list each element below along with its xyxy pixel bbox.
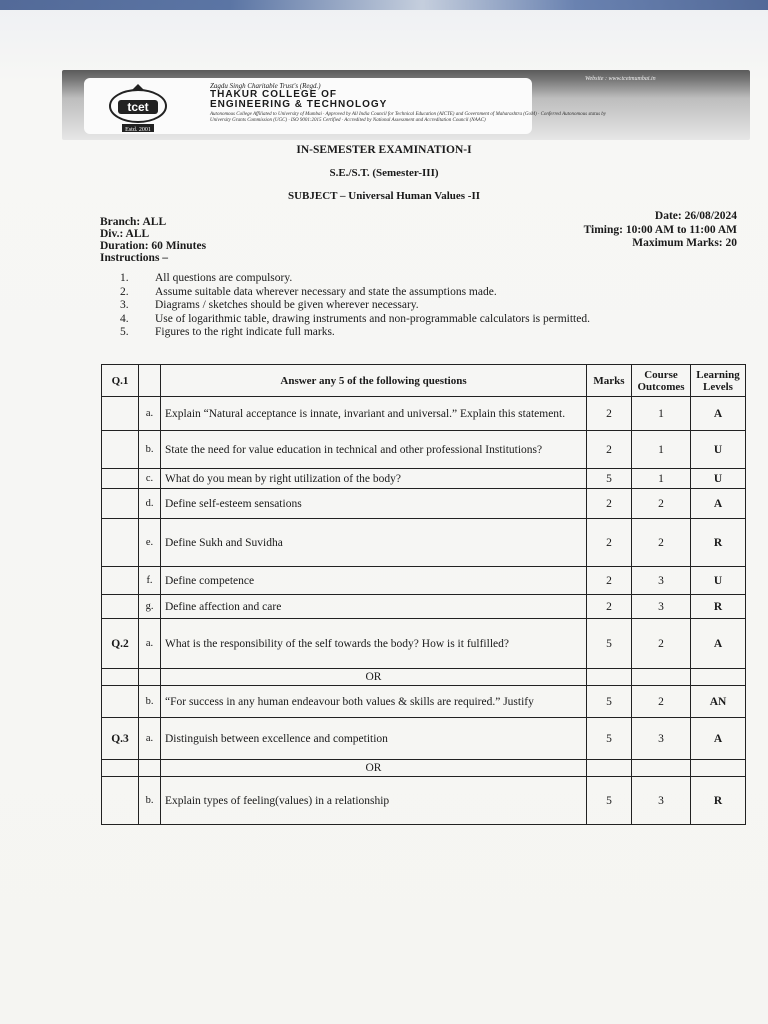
question-course-outcome: 2 [632,489,691,519]
question-sub-label: f. [139,567,161,595]
question-marks: 5 [587,777,632,825]
question-row [102,431,746,469]
question-number [102,431,139,469]
question-learning-level: U [691,567,746,595]
question-learning-level: A [691,718,746,760]
question-course-outcome: 1 [632,397,691,431]
header-learning-levels: Learning Levels [691,365,746,397]
branch: Branch: ALL [100,216,167,228]
question-learning-level: AN [691,686,746,718]
question-text: What is the responsibility of the self towards the body? How is it fulfilled? [161,619,587,669]
exam-title: IN-SEMESTER EXAMINATION-I [296,144,472,156]
instruction-number: 1. [120,272,129,284]
question-number [102,489,139,519]
question-sub-label: a. [139,718,161,760]
question-marks: 5 [587,718,632,760]
division: Div.: ALL [100,228,150,240]
question-sub-label: e. [139,519,161,567]
question-marks: 2 [587,595,632,619]
or-empty-cell [691,760,746,777]
question-row [102,519,746,567]
question-text: What do you mean by right utilization of the body? [161,469,587,489]
question-sub-label: d. [139,489,161,519]
question-sub-label: b. [139,431,161,469]
college-name-line2: ENGINEERING & TECHNOLOGY [210,99,388,110]
or-empty-cell [139,760,161,777]
instruction-number: 3. [120,299,129,311]
header-marks: Marks [587,365,632,397]
question-course-outcome: 1 [632,469,691,489]
or-row [102,760,746,777]
question-number [102,686,139,718]
question-marks: 5 [587,469,632,489]
or-label: OR [161,760,587,777]
exam-semester: S.E./S.T. (Semester-III) [329,167,439,179]
instruction-item [120,286,590,300]
instruction-number: 2. [120,285,129,298]
question-course-outcome: 3 [632,718,691,760]
instruction-item [120,272,590,286]
header-course-outcomes: Course Outcomes [632,365,691,397]
question-course-outcome: 3 [632,567,691,595]
instruction-text: Assume suitable data wherever necessary and state the assumptions made. [155,285,497,298]
question-learning-level: U [691,469,746,489]
college-name-line1: THAKUR COLLEGE OF [210,89,337,100]
question-learning-level: R [691,777,746,825]
header-question-text: Answer any 5 of the following questions [161,365,587,397]
question-number: Q.3 [102,718,139,760]
question-row [102,397,746,431]
instructions-label: Instructions – [100,252,169,264]
instruction-item [120,326,590,340]
question-course-outcome: 2 [632,619,691,669]
question-course-outcome: 3 [632,777,691,825]
question-sub-label: g. [139,595,161,619]
question-sub-label: a. [139,619,161,669]
instruction-text: All questions are compulsory. [155,272,293,284]
question-table [101,364,746,825]
question-text: Define Sukh and Suvidha [161,519,587,567]
max-marks: Maximum Marks: 20 [632,237,737,249]
question-row [102,469,746,489]
or-empty-cell [632,669,691,686]
question-text: Distinguish between excellence and competition [161,718,587,760]
or-empty-cell [587,760,632,777]
question-text: Define affection and care [161,595,587,619]
or-empty-cell [139,669,161,686]
or-empty-cell [691,669,746,686]
exam-subject: SUBJECT – Universal Human Values -II [287,190,481,202]
question-learning-level: U [691,431,746,469]
question-text: Define self-esteem sensations [161,489,587,519]
question-learning-level: R [691,595,746,619]
question-row [102,777,746,825]
question-row [102,686,746,718]
question-sub-label: c. [139,469,161,489]
background-edge [0,0,768,10]
question-marks: 2 [587,431,632,469]
exam-timing: Timing: 10:00 AM to 11:00 AM [583,223,737,236]
instruction-number: 5. [120,326,129,338]
header-question-no: Q.1 [102,365,139,397]
question-marks: 2 [587,489,632,519]
question-marks: 2 [587,397,632,431]
question-learning-level: A [691,397,746,431]
or-empty-cell [632,760,691,777]
question-marks: 2 [587,567,632,595]
or-empty-cell [102,760,139,777]
question-course-outcome: 3 [632,595,691,619]
question-learning-level: R [691,519,746,567]
instruction-number: 4. [120,312,129,325]
question-course-outcome: 2 [632,519,691,567]
question-row [102,595,746,619]
question-marks: 5 [587,686,632,718]
instruction-text: Diagrams / sketches should be given wherever necessary. [155,299,419,311]
question-text: State the need for value education in technical and other professional Institutions? [161,431,587,469]
question-number [102,519,139,567]
question-marks: 5 [587,619,632,669]
or-label: OR [161,669,587,686]
question-marks: 2 [587,519,632,567]
question-row [102,718,746,760]
question-course-outcome: 2 [632,686,691,718]
college-logo-icon [92,84,184,134]
question-text: Explain “Natural acceptance is innate, invariant and universal.” Explain this statement. [161,397,587,431]
question-row [102,489,746,519]
question-number [102,397,139,431]
question-number: Q.2 [102,619,139,669]
instruction-item [120,299,590,313]
duration: Duration: 60 Minutes [100,240,207,252]
question-sub-label: b. [139,686,161,718]
instruction-text: Use of logarithmic table, drawing instruments and non-programmable calculators is permitted. [155,312,590,325]
instructions-list [120,272,590,340]
instruction-item [120,313,590,327]
question-text: Explain types of feeling(values) in a relationship [161,777,587,825]
logo-text: tcet [127,100,149,114]
question-row [102,619,746,669]
question-number [102,777,139,825]
college-website: Website : www.tcetmumbai.in [585,76,656,82]
question-number [102,595,139,619]
exam-meta-right [584,210,737,251]
exam-meta-left [100,216,206,264]
or-row [102,669,746,686]
question-row [102,567,746,595]
header-sub [139,365,161,397]
question-learning-level: A [691,489,746,519]
logo-estd: Estd. 2001 [125,127,151,133]
question-text: “For success in any human endeavour both values & skills are required.” Justify [161,686,587,718]
question-number [102,469,139,489]
question-number [102,567,139,595]
exam-date: Date: 26/08/2024 [654,210,737,222]
question-sub-label: b. [139,777,161,825]
question-sub-label: a. [139,397,161,431]
college-name [210,90,387,110]
question-course-outcome: 1 [632,431,691,469]
college-accreditation-text: Autonomous College Affiliated to University of Mumbai · Approved by All India Council for Technical Education (AICTE) and Government of Maharashtra (GoM) · Conferred Autonomous status by University Grants Commission (UGC) · ISO 9001:2015 Certified · Accredited by National Assessment and Accreditation Council (NAAC) [210,112,606,123]
or-empty-cell [587,669,632,686]
question-learning-level: A [691,619,746,669]
college-tagline: Zagdu Singh Charitable Trust's (Regd.) [210,82,321,90]
question-text: Define competence [161,567,587,595]
instruction-text: Figures to the right indicate full marks. [155,326,335,338]
or-empty-cell [102,669,139,686]
